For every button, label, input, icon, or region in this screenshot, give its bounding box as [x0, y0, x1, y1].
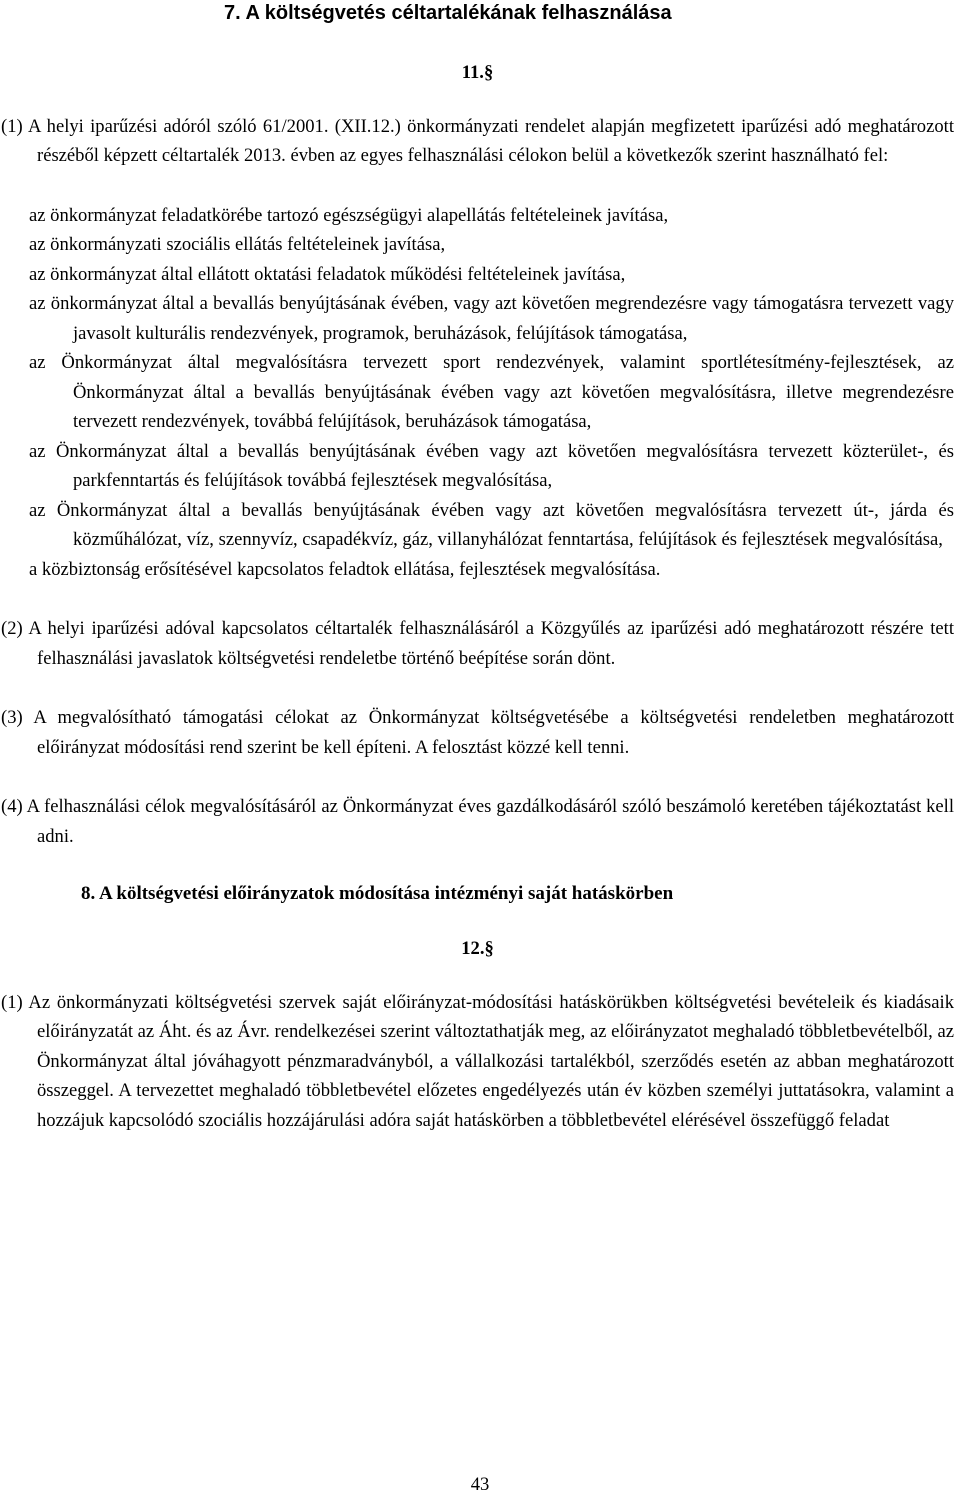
- paragraph-11-1: (1) A helyi iparűzési adóról szóló 61/2001. (XII.12.) önkormányzati rendelet alapján megfizetett iparűzési adó meghatározott részéből képzett céltartalék 2013. évben az egyes felhasználási célokon belül a következők szerint használható fel:: [1, 115, 954, 166]
- page-number: 43: [470, 1474, 490, 1495]
- chapter-7-heading: 7. A költségvetés céltartalékának felhasználása: [224, 2, 672, 24]
- list-item: az önkormányzati szociális ellátás feltételeinek javítása,: [29, 234, 446, 255]
- list-item: az önkormányzat által a bevallás benyújtásának évében, vagy azt követően megrendezésre vagy támogatásra tervezett vagy javasolt kulturális rendezvények, programok, beruházások, felújítások támogatása,: [29, 293, 954, 344]
- paragraph-11-3: (3) A megvalósítható támogatási célokat az Önkormányzat költségvetésébe a költségvetési rendeletben meghatározott előirányzat módosítási rend szerint be kell építeni. A felosztást közzé kell tenni.: [1, 707, 954, 758]
- list-item: az Önkormányzat által megvalósításra tervezett sport rendezvények, valamint sportlétesítmény-fejlesztések, az Önkormányzat által a bevallás benyújtásának évében vagy azt követően megvalósításra, illetve megrendezésre tervezett rendezvények, továbbá felújítások, beruházások támogatása,: [29, 352, 954, 432]
- section-12-number: 12.§: [461, 938, 494, 959]
- list-item: az Önkormányzat által a bevallás benyújtásának évében vagy azt követően megvalósításra tervezett közterület-, és parkfenntartás és felújítások továbbá fejlesztések megvalósítása,: [29, 440, 954, 491]
- chapter-8-heading: 8. A költségvetési előirányzatok módosítása intézményi saját hatáskörben: [81, 883, 674, 904]
- section-11-number: 11.§: [461, 62, 494, 83]
- paragraph-12-1: (1) Az önkormányzati költségvetési szervek saját előirányzat-módosítási hatáskörükben költségvetési bevételeik és kiadásaik előirányzatát az Áht. és az Ávr. rendelkezései szerint változtathatják meg, az előirányzatot meghaladó többletbevételből, az Önkormányzat által jóváhagyott pénzmaradványból, a vállalkozási tartalékból, szerződés esetén az abban meghatározott összeggel. A tervezettet meghaladó többletbevétel előzetes engedélyezés után év közben személyi juttatásokra, valamint a hozzájuk kapcsolódó szociális hozzájárulási adóra saját hatáskörben a többletbevétel elérésével összefüggő feladat: [1, 991, 954, 1131]
- purpose-list: [1, 201, 954, 585]
- list-item: az önkormányzat feladatkörébe tartozó egészségügyi alapellátás feltételeinek javítása,: [29, 204, 669, 226]
- paragraph-11-4: (4) A felhasználási célok megvalósításáról az Önkormányzat éves gazdálkodásáról szóló beszámoló keretében tájékoztatást kell adni.: [1, 796, 954, 847]
- list-item: az Önkormányzat által a bevallás benyújtásának évében vagy azt követően megvalósításra tervezett út-, járda és közműhálózat, víz, szennyvíz, csapadékvíz, gáz, villanyhálózat fenntartása, felújítások és fejlesztések megvalósítása,: [29, 499, 954, 550]
- list-item: az önkormányzat által ellátott oktatási feladatok működési feltételeinek javítása,: [29, 263, 626, 285]
- list-item: a közbiztonság erősítésével kapcsolatos feladtok ellátása, fejlesztések megvalósítása.: [29, 558, 661, 580]
- paragraph-11-2: (2) A helyi iparűzési adóval kapcsolatos céltartalék felhasználásáról a Közgyűlés az iparűzési adó meghatározott részére tett felhasználási javaslatok költségvetési rendeletbe történő beépítése során dönt.: [1, 618, 954, 669]
